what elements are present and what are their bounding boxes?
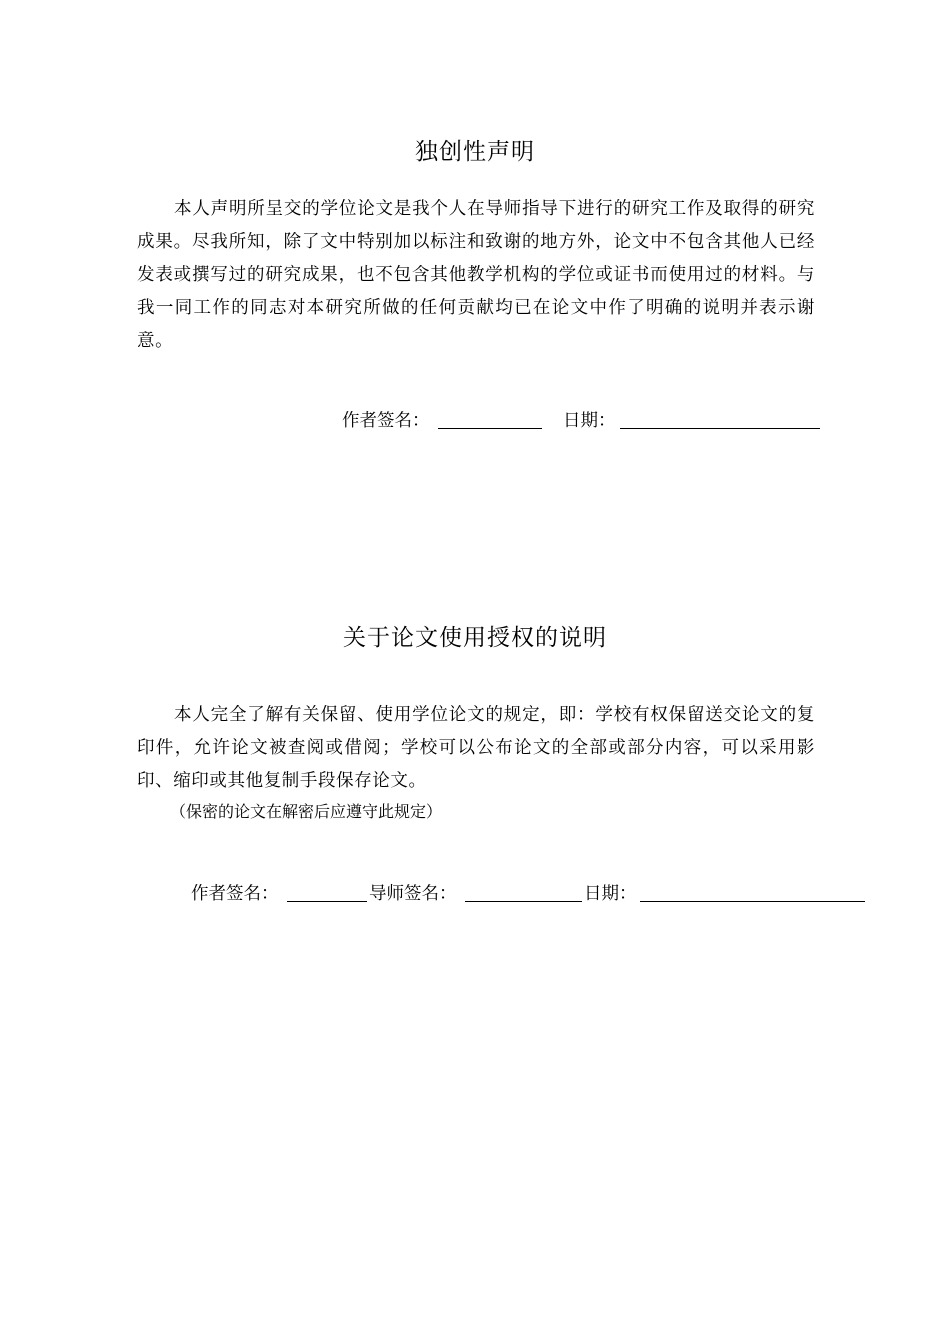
author-signature-field[interactable] xyxy=(438,428,542,429)
date-field[interactable] xyxy=(620,428,820,429)
advisor-signature-field[interactable] xyxy=(465,901,582,902)
author-signature-field[interactable] xyxy=(287,901,367,902)
usage-authorization-body: 本人完全了解有关保留、使用学位论文的规定，即：学校有权保留送交论文的复印件，允许论文被查阅或借阅；学校可以公布论文的全部或部分内容，可以采用影印、缩印或其他复制手段保存论文。 xyxy=(137,705,815,791)
authorization-signature-row xyxy=(0,881,950,911)
confidentiality-note: （保密的论文在解密后应遵守此规定） xyxy=(170,802,443,821)
declaration-signature-row xyxy=(0,408,950,438)
usage-authorization-title: 关于论文使用授权的说明 xyxy=(343,625,607,651)
author-signature-label: 作者签名： xyxy=(342,411,430,431)
author-signature-label: 作者签名： xyxy=(191,884,279,904)
date-label: 日期： xyxy=(584,884,637,904)
date-label: 日期： xyxy=(563,411,616,431)
originality-declaration-body: 本人声明所呈交的学位论文是我个人在导师指导下进行的研究工作及取得的研究成果。尽我所知，除了文中特别加以标注和致谢的地方外，论文中不包含其他人已经发表或撰写过的研究成果，也不包含其他教学机构的学位或证书而使用过的材料。与我一同工作的同志对本研究所做的任何贡献均已在论文中作了明确的说明并表示谢意。 xyxy=(137,199,815,351)
originality-declaration-title: 独创性声明 xyxy=(415,139,535,165)
advisor-signature-label: 导师签名： xyxy=(369,884,457,904)
date-field[interactable] xyxy=(640,901,865,902)
